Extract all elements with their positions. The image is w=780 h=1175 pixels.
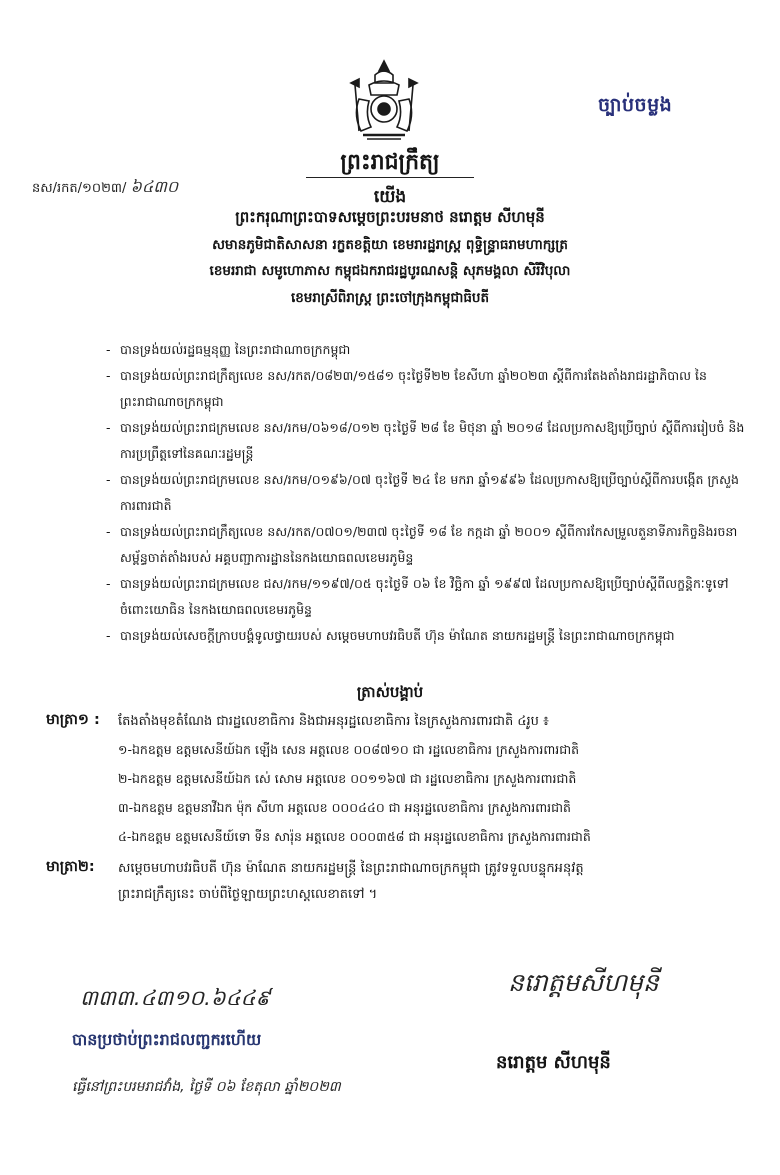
consideration-item: - បានទ្រង់យល់សេចក្តីក្រាបបង្គំទូលថ្វាយរបស់ សម្តេចមហាបវរធិបតី ហ៊ុន ម៉ាណែត នាយករដ្ឋមន្ត្រី នៃព្រះរាជាណាចក្រកម្ពុជា bbox=[110, 623, 750, 649]
king-title-line-2: សមានភូមិជាតិសាសនា រក្ខតខត្តិយា ខេមរារដ្ឋរាស្ត្រ ពុទ្ធិន្ទ្រាធរាមហាក្សត្រ bbox=[212, 237, 568, 253]
consideration-item: - បានទ្រង់យល់រដ្ឋធម្មនុញ្ញ នៃព្រះរាជាណាចក្រកម្ពុជា bbox=[110, 337, 750, 363]
appointment-1: ១-ឯកឧត្តម ឧត្តមសេនីយ៍ឯក ឡើង សេន អត្តលេខ ០០៨៧១០ ជា រដ្ឋលេខាធិការ ក្រសួងការពារជាតិ bbox=[118, 742, 580, 757]
decree-subtitle: យើង bbox=[373, 187, 407, 207]
consideration-item: - បានទ្រង់យល់ព្រះរាជក្រឹត្យលេខ នស/រកត/០៧០១/២៣៧ ចុះថ្ងៃទី ១៨ ខែ កក្កដា ឆ្នាំ ២០០១ ស្តីពីការកែសម្រួលតួនាទីភារកិច្ចនិងរចនាសម្ព័ន្ធចាត់តាំងរបស់ អគ្គបញ្ជាការដ្ឋាននៃកងយោធពលខេមរភូមិន្ទ bbox=[110, 519, 750, 571]
article-2-text-line-2: ព្រះរាជក្រឹត្យនេះ ចាប់ពីថ្ងៃឡាយព្រះហស្តលេខាតទៅ ។ bbox=[118, 887, 378, 902]
appointment-4: ៤-ឯកឧត្តម ឧត្តមសេនីយ៍ទោ ទីន សារ៉ុន អត្តលេខ ០០០៣៥៨ ជា អនុរដ្ឋលេខាធិការ ក្រសួងការពារជាតិ bbox=[118, 829, 591, 844]
appointment-3: ៣-ឯកឧត្តម ឧត្តមនាវីឯក ម៉ុក សីហា អត្តលេខ ០០០៤៤០ ជា អនុរដ្ឋលេខាធិការ ក្រសួងការពារជាតិ bbox=[118, 800, 571, 815]
king-name: នរោត្តម សីហមុនី bbox=[496, 1052, 611, 1073]
appointment-2: ២-ឯកឧត្តម ឧត្តមសេនីយ៍ឯក សេ់ សោម អត្តលេខ ០០១១៦៧ ជា រដ្ឋលេខាធិការ ក្រសួងការពារជាតិ bbox=[118, 771, 577, 786]
decision-heading: ត្រាស់បង្គាប់ bbox=[356, 683, 424, 701]
title-underline bbox=[306, 177, 474, 178]
article-1-text: តែងតាំងមុខតំណែង ជារដ្ឋលេខាធិការ និងជាអនុរដ្ឋលេខាធិការ នៃក្រសួងការពារជាតិ ៤រូប ៖ bbox=[118, 714, 549, 729]
copy-stamp: ច្បាប់ចម្លង bbox=[598, 94, 673, 116]
consideration-item: - បានទ្រង់យល់ព្រះរាជក្រឹត្យលេខ នស/រកត/០៨២៣/១៥៨១ ចុះថ្ងៃទី២២ ខែសីហា ឆ្នាំ២០២៣ ស្តីពីការតែងតាំងរាជរដ្ឋាភិបាល នៃព្រះរាជាណាចក្រកម្ពុជា bbox=[110, 363, 750, 415]
consideration-item: - បានទ្រង់យល់ព្រះរាជក្រមលេខ នស/រកម/០១៩៦/០៧ ចុះថ្ងៃទី ២៤ ខែ មករា ឆ្នាំ១៩៩៦ ដែលប្រកាសឱ្យប្រើច្បាប់ស្តីពីការបង្កើត ក្រសួងការពារជាតិ bbox=[110, 467, 750, 519]
article-2-text-line-1: សម្តេចមហាបវរធិបតី ហ៊ុន ម៉ាណែត នាយករដ្ឋមន្ត្រី នៃព្រះរាជាណាចក្រកម្ពុជា ត្រូវទទួលបន្ទុកអនុវត្ត bbox=[118, 861, 584, 876]
decree-number-printed: នស/រកត/១០២៣/ bbox=[32, 181, 127, 196]
king-title-line-4: ខេមរាស្រីពិរាស្ត្រ ព្រះចៅក្រុងកម្ពុជាធិបតី bbox=[290, 290, 490, 306]
considerations-list bbox=[110, 337, 750, 649]
place-and-date: ធ្វើនៅព្រះបរមរាជវាំង, ថ្ងៃទី ០៦ ខែតុលា ឆ្នាំ២០២៣ bbox=[72, 1079, 341, 1095]
handwritten-reference: ៣៣៣.៤៣១០.៦៤៤៩ bbox=[80, 986, 271, 1010]
king-signature: នរោត្តមសីហមុនី bbox=[508, 968, 659, 997]
decree-number-handwritten: ៦៤៣០ bbox=[130, 177, 179, 196]
article-2-label: មាត្រា២: bbox=[46, 859, 95, 875]
royal-arms-emblem-icon bbox=[345, 55, 423, 141]
consideration-item: - បានទ្រង់យល់ព្រះរាជក្រមលេខ នស/រកម/០៦១៨/០១២ ចុះថ្ងៃទី ២៨ ខែ មិថុនា ឆ្នាំ ២០១៨ ដែលប្រកាសឱ្យប្រើច្បាប់ ស្តីពីការរៀបចំ និងការប្រព្រឹត្តទៅនៃគណៈរដ្ឋមន្ត្រី bbox=[110, 415, 750, 467]
decree-title: ព្រះរាជក្រឹត្យ bbox=[340, 150, 440, 175]
royal-seal-note: បានប្រថាប់ព្រះរាជលញ្ជករហើយ bbox=[72, 1030, 262, 1049]
king-title-line-3: ខេមររាជា សមូហោភាស កម្ពុជឯករាជរដ្ឋបូរណសន្តិ សុភមង្គលា សិរីវិបុលា bbox=[209, 263, 571, 279]
article-1-label: មាត្រា១ : bbox=[46, 712, 100, 728]
consideration-item: - បានទ្រង់យល់ព្រះរាជក្រមលេខ ជស/រកម/១១៩៧/០៥ ចុះថ្ងៃទី ០៦ ខែ វិច្ឆិកា ឆ្នាំ ១៩៩៧ ដែលប្រកាសឱ្យប្រើច្បាប់ស្តីពីលក្ខន្តិកៈទូទៅ ចំពោះយោធិន នៃកងយោធពលខេមរភូមិន្ទ bbox=[110, 571, 750, 623]
king-title-line-1: ព្រះករុណាព្រះបាទសម្តេចព្រះបរមនាថ នរោត្តម សីហមុនី bbox=[235, 208, 545, 226]
